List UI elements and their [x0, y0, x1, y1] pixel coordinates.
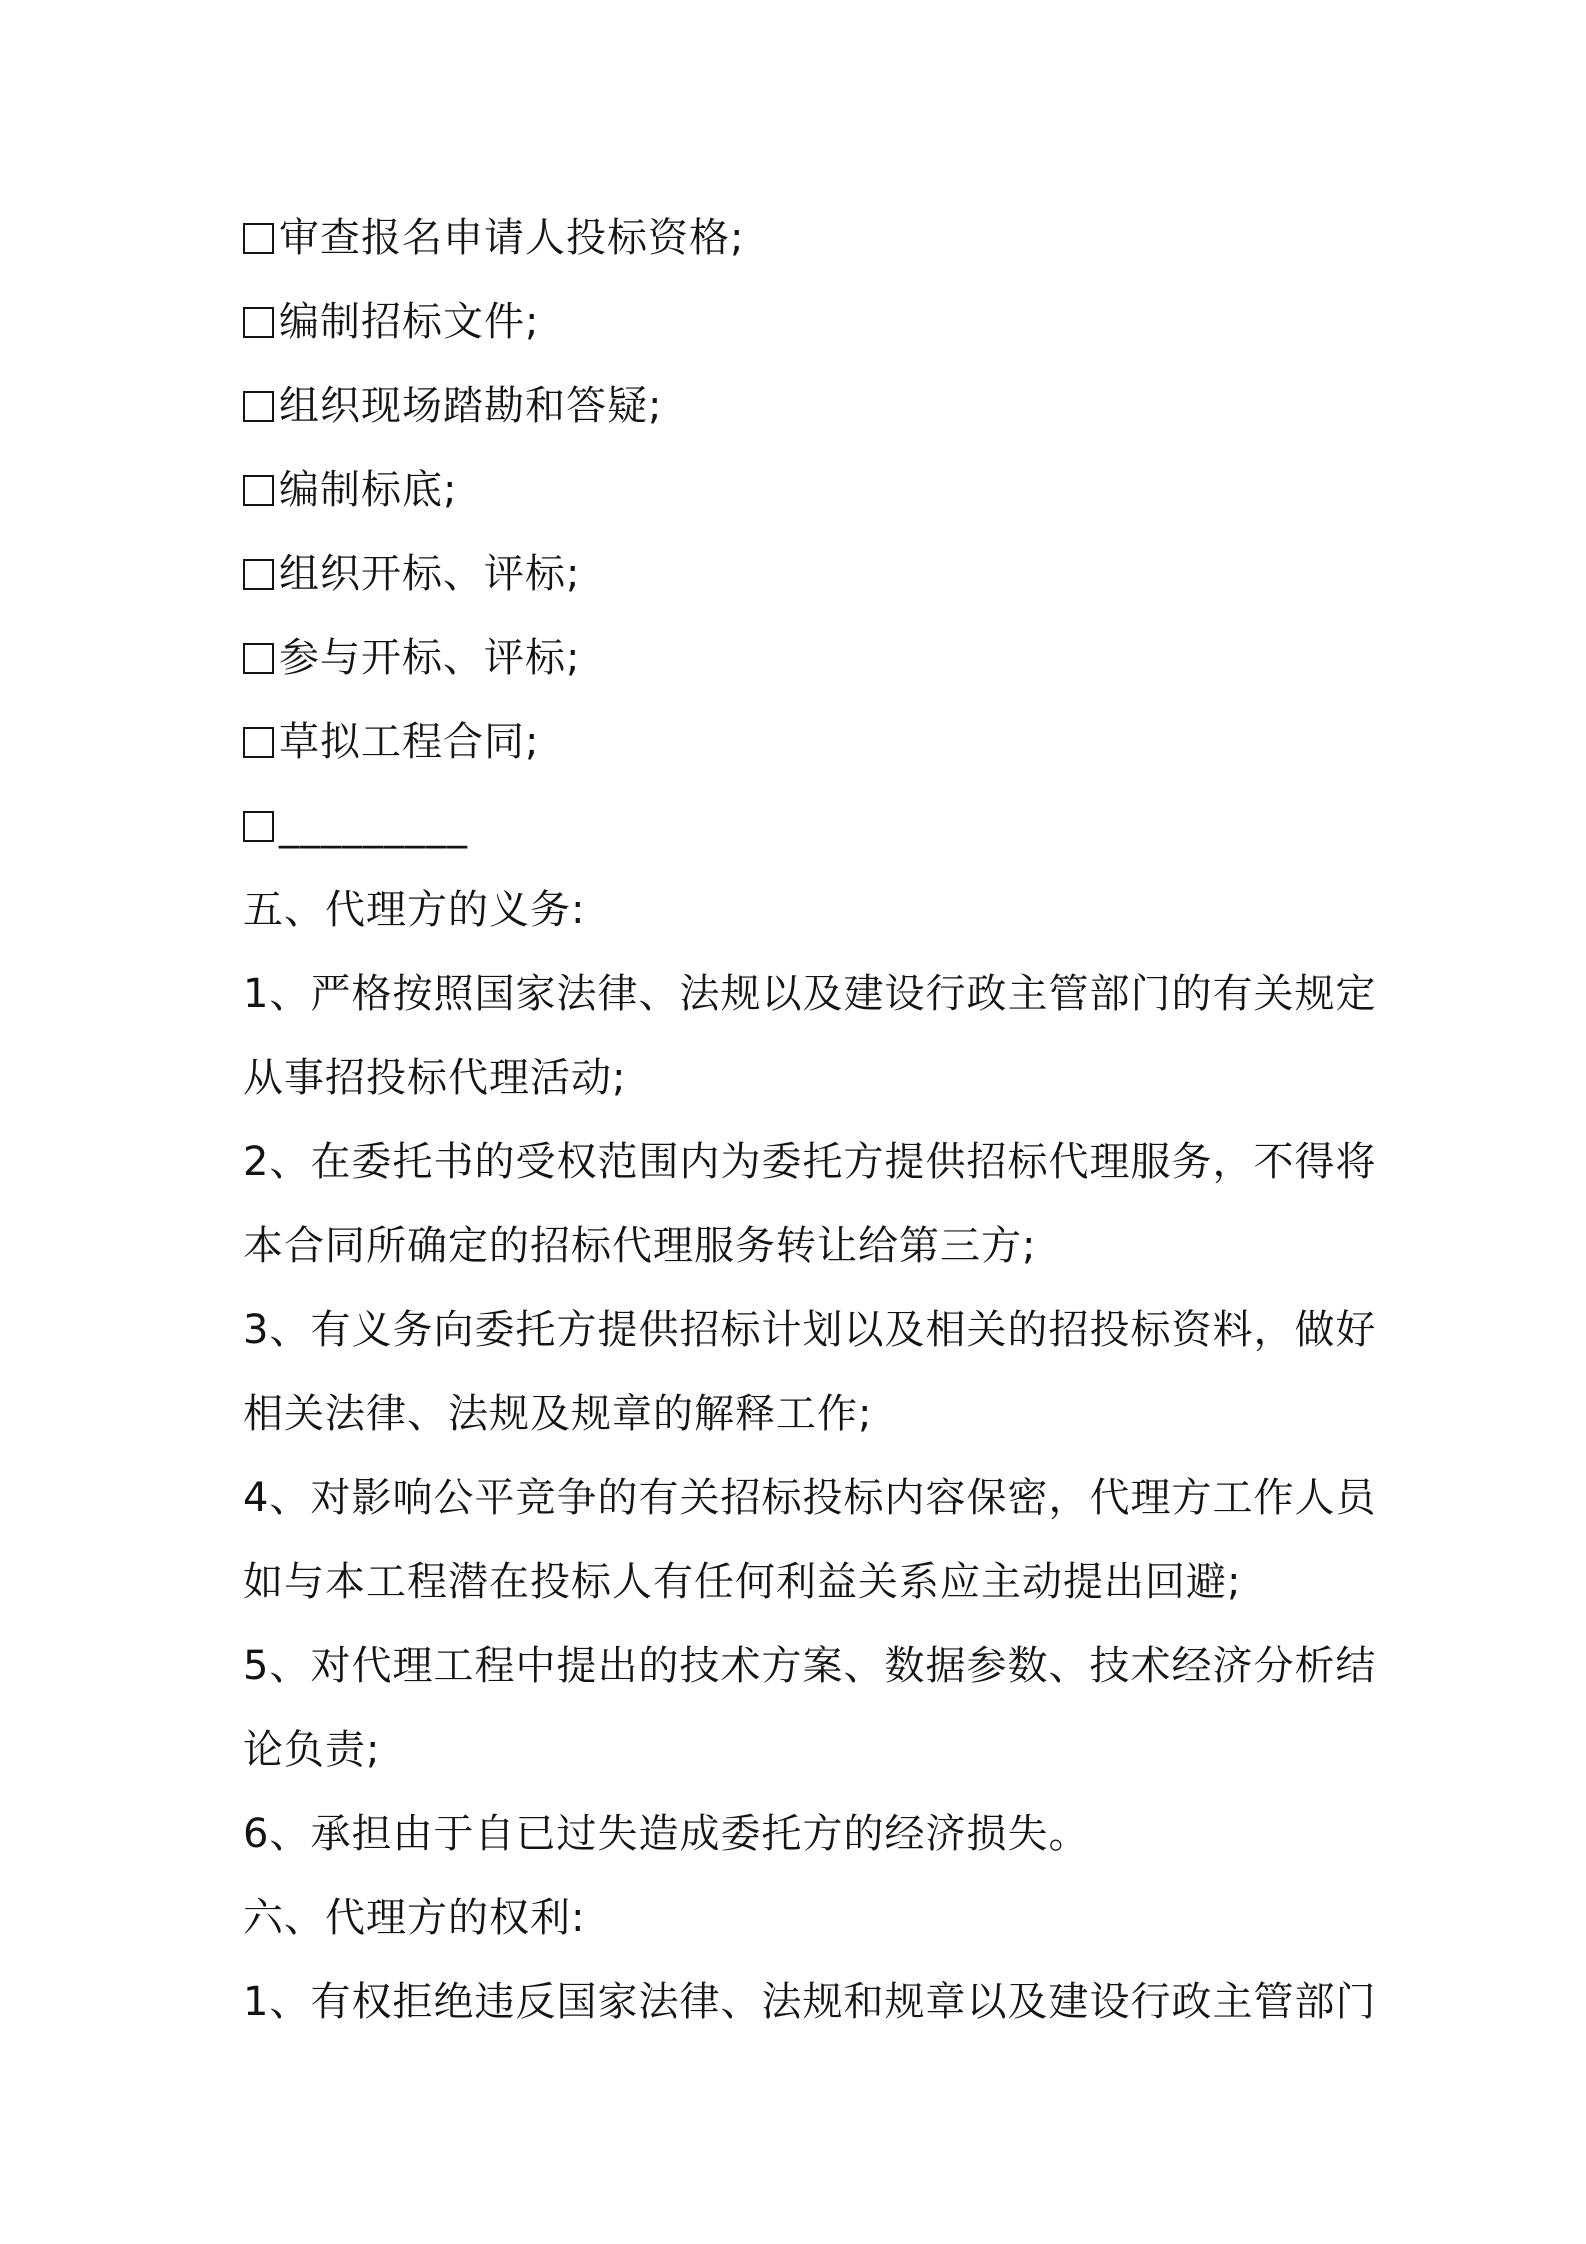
section-heading: 六、代理方的权利:	[243, 1895, 586, 1941]
section-heading: 五、代理方的义务:	[243, 887, 586, 933]
checkbox-item-text: 组织现场踏勘和答疑;	[279, 383, 663, 429]
paragraph-line: 论负责;	[243, 1727, 381, 1773]
checkbox-item-text: 草拟工程合同;	[279, 719, 540, 765]
checkbox-icon	[243, 811, 274, 842]
checkbox-item	[243, 196, 1363, 280]
paragraph-line: 本合同所确定的招标代理服务转让给第三方;	[243, 1223, 1037, 1269]
checkbox-item-text: 编制标底;	[279, 467, 458, 513]
paragraph-line: 6、承担由于自已过失造成委托方的经济损失。	[243, 1811, 1090, 1857]
paragraph-line: 1、严格按照国家法律、法规以及建设行政主管部门的有关规定	[243, 971, 1377, 1017]
paragraph-line: 从事招投标代理活动;	[243, 1055, 627, 1101]
checkbox-item-blank	[243, 784, 1363, 868]
document-body	[243, 196, 1377, 2044]
paragraph-line: 4、对影响公平竞争的有关招标投标内容保密，代理方工作人员	[243, 1475, 1377, 1521]
checkbox-item	[243, 616, 1363, 700]
checkbox-item-text: 参与开标、评标;	[279, 635, 581, 681]
paragraph-line: 1、有权拒绝违反国家法律、法规和规章以及建设行政主管部门	[243, 1979, 1377, 2025]
blank-fill-line: _________	[279, 803, 468, 849]
checkbox-item-text: 编制招标文件;	[279, 299, 540, 345]
paragraph-line: 2、在委托书的受权范围内为委托方提供招标代理服务，不得将	[243, 1139, 1377, 1185]
checkbox-item	[243, 532, 1363, 616]
checkbox-icon	[243, 643, 274, 674]
checkbox-icon	[243, 307, 274, 338]
checkbox-icon	[243, 475, 274, 506]
checkbox-item	[243, 364, 1363, 448]
checkbox-icon	[243, 727, 274, 758]
checkbox-icon	[243, 559, 274, 590]
paragraph-line: 5、对代理工程中提出的技术方案、数据参数、技术经济分析结	[243, 1643, 1377, 1689]
checkbox-icon	[243, 391, 274, 422]
paragraph-line: 相关法律、法规及规章的解释工作;	[243, 1391, 873, 1437]
checkbox-icon	[243, 223, 274, 254]
checkbox-item-text: 组织开标、评标;	[279, 551, 581, 597]
paragraph-line: 3、有义务向委托方提供招标计划以及相关的招投标资料，做好	[243, 1307, 1377, 1353]
checkbox-item	[243, 700, 1363, 784]
paragraph-line: 如与本工程潜在投标人有任何利益关系应主动提出回避;	[243, 1559, 1242, 1605]
checkbox-item	[243, 280, 1363, 364]
checkbox-item-text: 审查报名申请人投标资格;	[279, 215, 745, 261]
checkbox-item	[243, 448, 1363, 532]
